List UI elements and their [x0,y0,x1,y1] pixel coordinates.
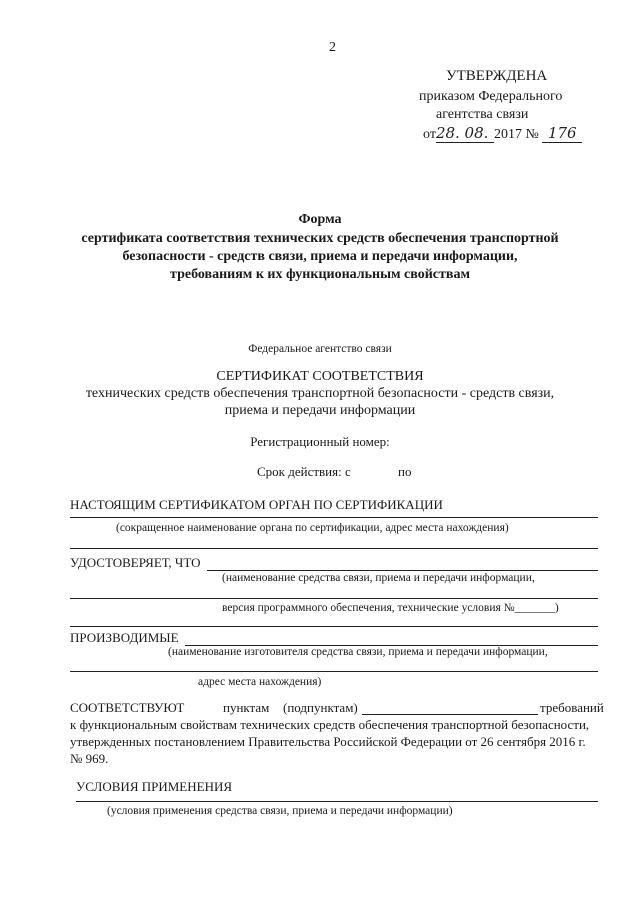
produced-hint: (наименование изготовителя средства связи, приема и передачи информации, [168,646,548,658]
approval-heading: УТВЕРЖДЕНА [446,68,548,84]
comply-line-2: к функциональным свойствам технических средств обеспечения транспортной безопасности, [70,717,590,732]
comply-items: пунктам [223,700,270,715]
cert-body-line [70,517,598,518]
produced-label: ПРОИЗВОДИМЫЕ [70,630,179,645]
version-hint: версия программного обеспечения, технические условия №_______) [222,602,559,614]
handwritten-date: 28. 08. [436,124,494,143]
certificate-title: СЕРТИФИКАТ СООТВЕТСТВИЯ [216,369,424,384]
agency-name: Федеральное агентство связи [248,343,392,355]
validity-to: по [398,464,412,479]
comply-line-4: № 969. [70,751,109,766]
validity-from: Срок действия: с [257,464,351,479]
certificate-subtitle-1: технических средств обеспечения транспортной безопасности - средств связи, [85,386,555,401]
form-title-line-3: безопасности - средств связи, приема и передачи информации, [122,249,518,264]
certifies-line-2 [70,598,598,599]
registration-number: Регистрационный номер: [250,434,390,449]
address-hint: адрес места нахождения) [198,676,322,688]
approval-date-line [423,124,582,143]
cert-body-hint: (сокращенное наименование органа по сертификации, адрес места нахождения) [116,522,509,534]
approval-line-3: агентства связи [436,107,529,122]
form-title: Форма [298,212,342,227]
approval-date-prefix: от [423,127,436,142]
comply-label: СООТВЕТСТВУЮТ [70,700,185,715]
certificate-subtitle-2: приема и передачи информации [224,403,416,418]
form-title-line-2: сертификата соответствия технических средств обеспечения транспортной [81,231,559,246]
comply-requirements: требований [540,700,604,715]
certifies-line [207,570,598,571]
comply-line-3: утвержденных постановлением Правительства Российской Федерации от 26 сентября 2016 г. [70,734,586,749]
form-title-line-4: требованиям к их функциональным свойствам [170,267,470,282]
approval-line-2: приказом Федерального [419,89,563,104]
conditions-line [76,801,598,802]
cert-body-label: НАСТОЯЩИМ СЕРТИФИКАТОМ ОРГАН ПО СЕРТИФИКАЦИИ [70,497,443,512]
conditions-hint: (условия применения средства связи, приема и передачи информации) [107,805,453,817]
approval-year: 2017 № [493,127,539,142]
address-line [70,671,598,672]
version-line [70,626,598,627]
comply-subitems: (подпунктам) [283,700,358,715]
certifies-label: УДОСТОВЕРЯЕТ, ЧТО [70,555,201,570]
certifies-hint: (наименование средства связи, приема и передачи информации, [222,572,535,584]
handwritten-number: 176 [542,124,582,143]
comply-items-line [362,714,538,715]
cert-body-line-2 [70,548,598,549]
page-number: 2 [329,40,336,55]
conditions-label: УСЛОВИЯ ПРИМЕНЕНИЯ [76,779,233,794]
